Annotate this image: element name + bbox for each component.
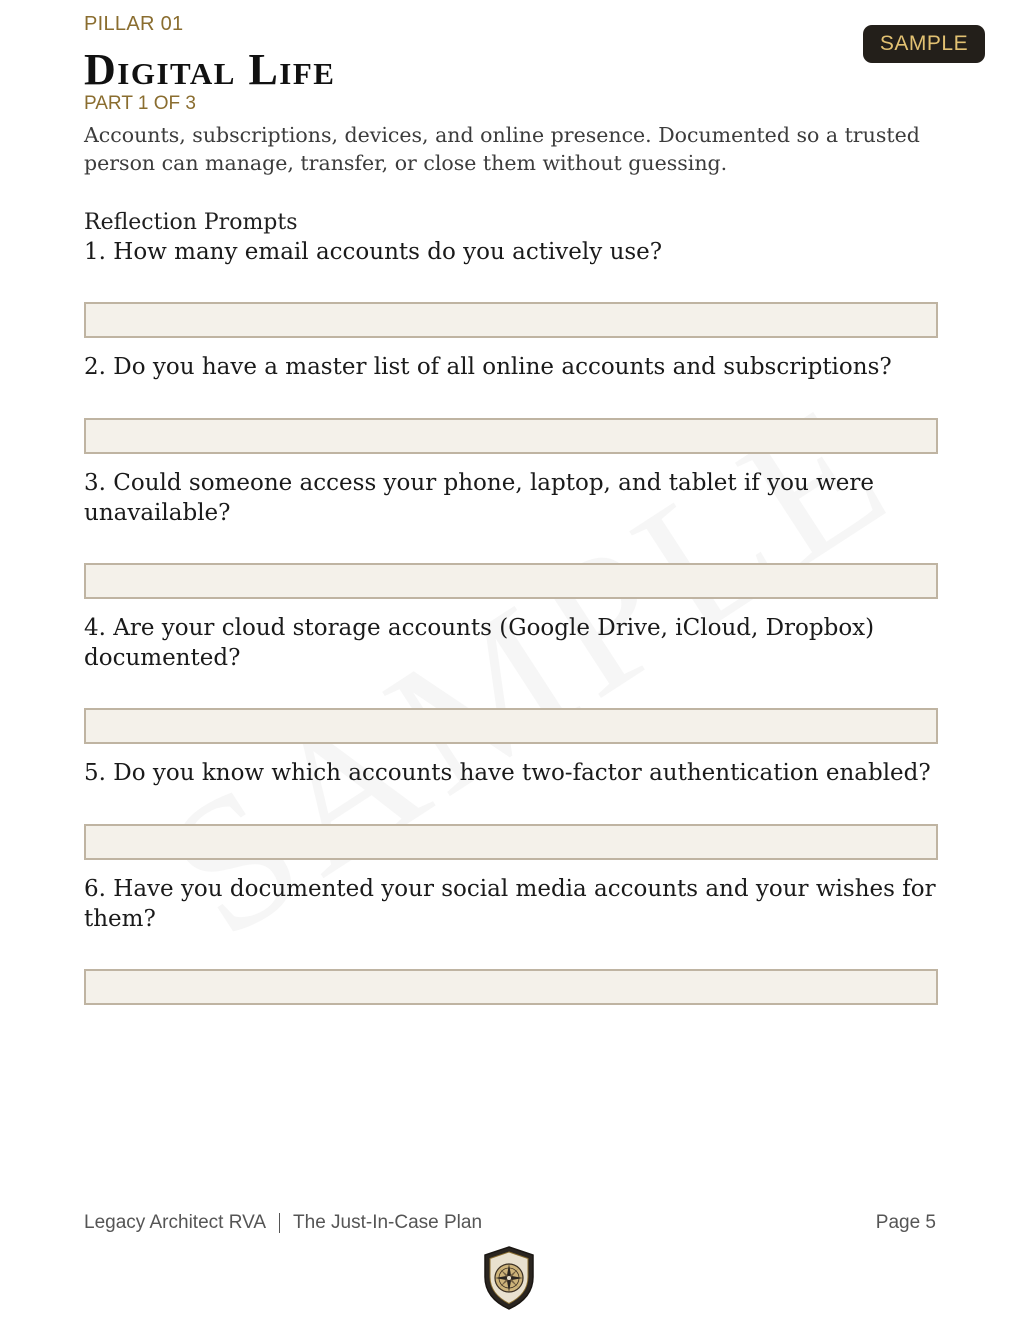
question-6: 6. Have you documented your social media accounts and your wishes for them?: [84, 876, 936, 932]
footer-page-number: Page 5: [875, 1212, 936, 1233]
compass-shield-icon: [482, 1245, 536, 1311]
answer-box-6[interactable]: [84, 969, 938, 1005]
question-4: 4. Are your cloud storage accounts (Google Drive, iCloud, Dropbox) documented?: [84, 615, 875, 671]
question-5: 5. Do you know which accounts have two-factor authentication enabled?: [84, 760, 931, 786]
footer-left: [84, 1212, 482, 1234]
answer-box-4[interactable]: [84, 708, 938, 744]
intro-text: Accounts, subscriptions, devices, and online presence. Documented so a trusted person can manage, transfer, or close them without guessing.: [84, 123, 920, 175]
question-1: 1. How many email accounts do you actively use?: [84, 239, 663, 265]
answer-box-1[interactable]: [84, 302, 938, 338]
section-heading: Reflection Prompts: [84, 210, 298, 235]
question-3: 3. Could someone access your phone, laptop, and tablet if you were unavailable?: [84, 470, 874, 526]
part-label: PART 1 OF 3: [84, 93, 196, 114]
footer-divider: [279, 1213, 280, 1233]
answer-box-2[interactable]: [84, 418, 938, 454]
sample-badge: SAMPLE: [863, 25, 985, 63]
answer-box-3[interactable]: [84, 563, 938, 599]
answer-box-5[interactable]: [84, 824, 938, 860]
pillar-label: PILLAR 01: [84, 13, 184, 35]
page-title: Digital Life: [84, 45, 336, 94]
question-2: 2. Do you have a master list of all online accounts and subscriptions?: [84, 354, 892, 380]
footer-doc-title: The Just-In-Case Plan: [293, 1212, 483, 1233]
footer-brand: Legacy Architect RVA: [84, 1212, 267, 1233]
